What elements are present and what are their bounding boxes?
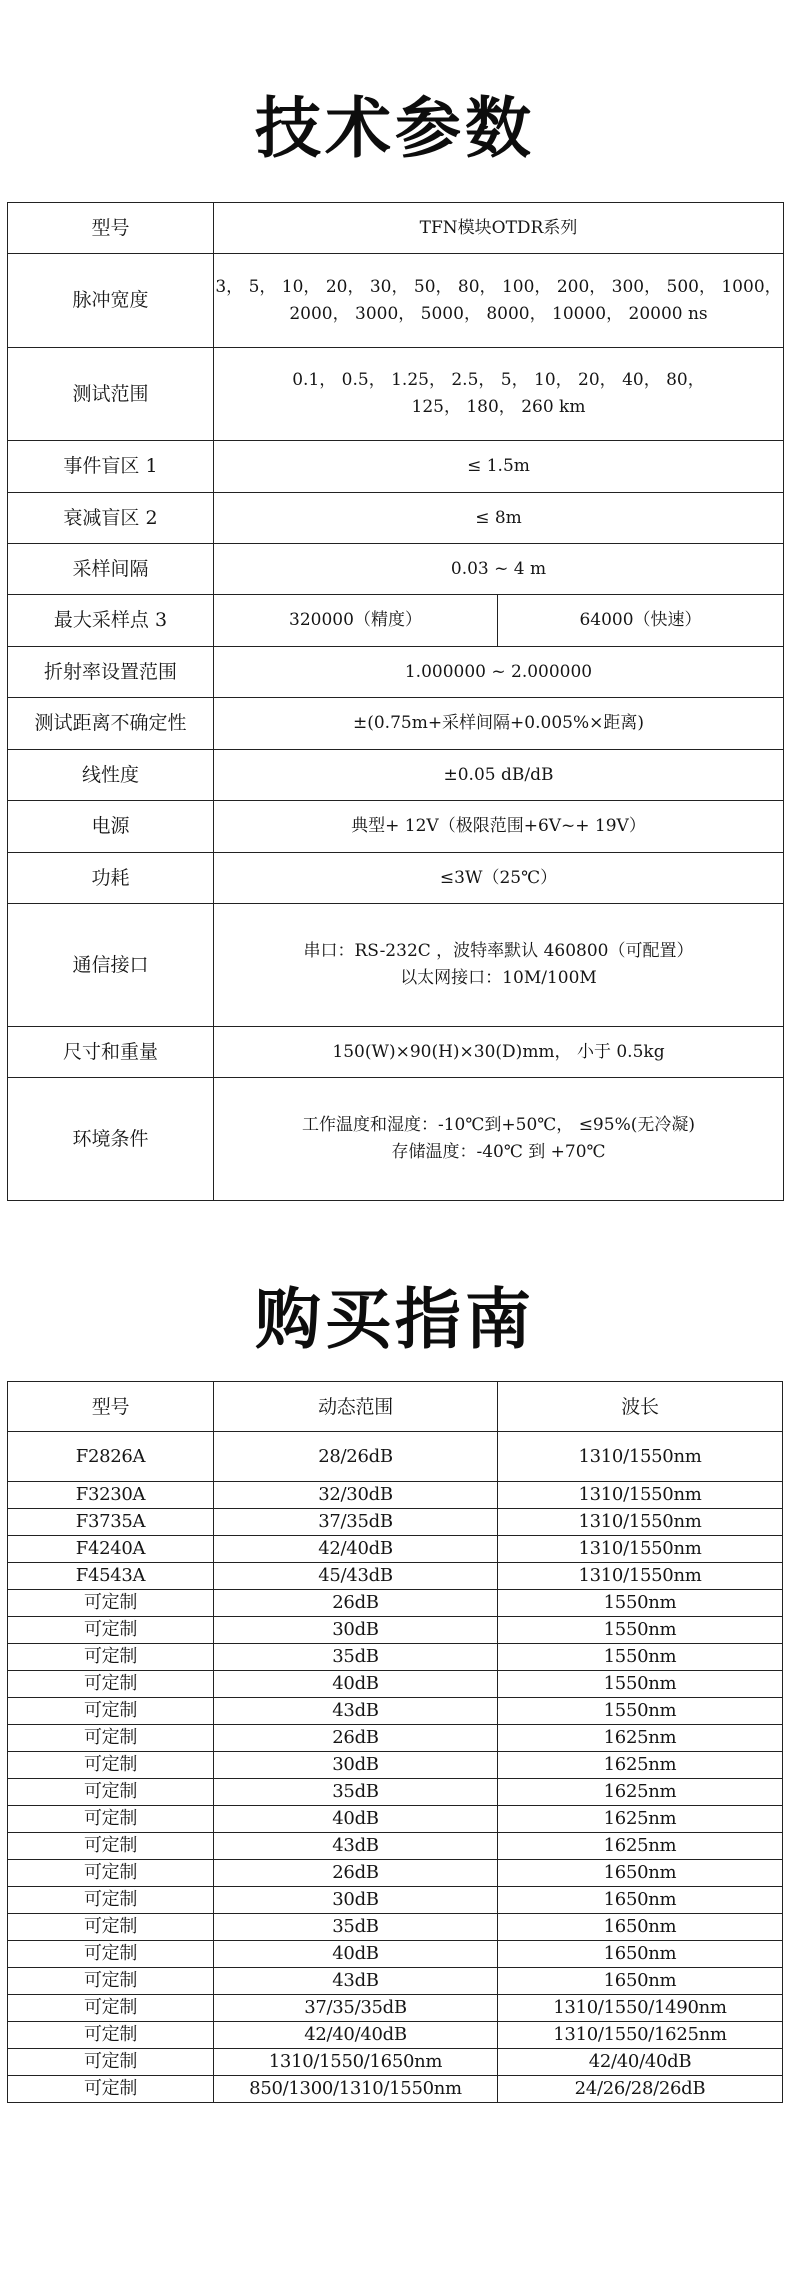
wavelength-cell: 1550nm — [498, 1617, 783, 1644]
spec-value-line: 2000， 3000， 5000， 8000， 10000， 20000 ns — [289, 303, 708, 324]
model-cell: 可定制 — [8, 1725, 214, 1752]
dynamic-range-cell: 26dB — [214, 1725, 498, 1752]
guide-table-row — [8, 1509, 783, 1536]
dynamic-range-cell: 40dB — [214, 1941, 498, 1968]
guide-table-row — [8, 1941, 783, 1968]
spec-value: ±(0.75m+采样间隔+0.005%×距离) — [214, 698, 784, 750]
model-cell: 可定制 — [8, 1968, 214, 1995]
spec-value — [214, 348, 784, 441]
model-cell: 可定制 — [8, 1995, 214, 2022]
model-cell: F3230A — [8, 1482, 214, 1509]
model-cell: 可定制 — [8, 1779, 214, 1806]
spec-row-test-range — [8, 348, 784, 441]
spec-row-max-sampling-points — [8, 595, 784, 647]
wavelength-cell: 1310/1550/1490nm — [498, 1995, 783, 2022]
spec-label: 测试范围 — [8, 348, 214, 441]
dynamic-range-cell: 26dB — [214, 1860, 498, 1887]
spec-value-line: 3， 5， 10， 20， 30， 50， 80， 100， 200， 300， 500， 1000， — [215, 276, 782, 297]
spec-value: 1.000000 ~ 2.000000 — [214, 647, 784, 698]
spec-label: 通信接口 — [8, 904, 214, 1027]
dynamic-range-cell: 850/1300/1310/1550nm — [214, 2076, 498, 2103]
dynamic-range-cell: 42/40dB — [214, 1536, 498, 1563]
guide-header-row — [8, 1382, 783, 1432]
model-cell: F2826A — [8, 1432, 214, 1482]
spec-value: ≤3W（25℃） — [214, 853, 784, 904]
guide-table-row — [8, 1671, 783, 1698]
spec-label: 折射率设置范围 — [8, 647, 214, 698]
dynamic-range-cell: 30dB — [214, 1752, 498, 1779]
spec-label: 线性度 — [8, 750, 214, 801]
wavelength-cell: 1625nm — [498, 1833, 783, 1860]
guide-table-row — [8, 2022, 783, 2049]
wavelength-cell: 1310/1550nm — [498, 1432, 783, 1482]
spec-label: 环境条件 — [8, 1078, 214, 1201]
dynamic-range-cell: 26dB — [214, 1590, 498, 1617]
dynamic-range-cell: 42/40/40dB — [214, 2022, 498, 2049]
guide-table-row — [8, 1752, 783, 1779]
spec-row-attenuation-dead-zone — [8, 493, 784, 544]
model-cell: 可定制 — [8, 1914, 214, 1941]
spec-row-refractive-index — [8, 647, 784, 698]
guide-table-row — [8, 1914, 783, 1941]
wavelength-cell: 1650nm — [498, 1860, 783, 1887]
model-cell: 可定制 — [8, 1590, 214, 1617]
wavelength-cell: 1310/1550nm — [498, 1482, 783, 1509]
model-cell: 可定制 — [8, 2049, 214, 2076]
model-cell: 可定制 — [8, 1752, 214, 1779]
wavelength-cell: 1310/1550/1625nm — [498, 2022, 783, 2049]
spec-row-communication — [8, 904, 784, 1027]
dynamic-range-cell: 28/26dB — [214, 1432, 498, 1482]
model-cell: 可定制 — [8, 1887, 214, 1914]
spec-value: TFN模块OTDR系列 — [214, 203, 784, 254]
model-cell: 可定制 — [8, 1671, 214, 1698]
spec-label: 最大采样点 3 — [8, 595, 214, 647]
dynamic-range-cell: 1310/1550/1650nm — [214, 2049, 498, 2076]
guide-table-row — [8, 1806, 783, 1833]
spec-value-line: 工作温度和湿度：-10℃到+50℃， ≤95%(无冷凝) — [302, 1115, 695, 1135]
model-cell: F4240A — [8, 1536, 214, 1563]
guide-table-row — [8, 1887, 783, 1914]
header-model: 型号 — [8, 1382, 214, 1432]
dynamic-range-cell: 30dB — [214, 1887, 498, 1914]
dynamic-range-cell: 43dB — [214, 1833, 498, 1860]
guide-table-row — [8, 1698, 783, 1725]
model-cell: 可定制 — [8, 1833, 214, 1860]
wavelength-cell: 1650nm — [498, 1968, 783, 1995]
spec-label: 型号 — [8, 203, 214, 254]
model-cell: 可定制 — [8, 1941, 214, 1968]
spec-value — [214, 1078, 784, 1201]
guide-table-row — [8, 1432, 783, 1482]
spec-section-title: 技术参数 — [255, 90, 535, 167]
spec-row-event-dead-zone — [8, 441, 784, 493]
guide-table-row — [8, 2049, 783, 2076]
model-cell: 可定制 — [8, 1860, 214, 1887]
guide-section-title: 购买指南 — [255, 1281, 535, 1358]
dynamic-range-cell: 40dB — [214, 1671, 498, 1698]
spec-row-pulse-width — [8, 254, 784, 348]
wavelength-cell: 42/40/40dB — [498, 2049, 783, 2076]
spec-label: 尺寸和重量 — [8, 1027, 214, 1078]
spec-row-distance-uncertainty — [8, 698, 784, 750]
spec-row-power-consumption — [8, 853, 784, 904]
wavelength-cell: 1310/1550nm — [498, 1563, 783, 1590]
wavelength-cell: 1625nm — [498, 1806, 783, 1833]
guide-table-row — [8, 1860, 783, 1887]
dynamic-range-cell: 32/30dB — [214, 1482, 498, 1509]
guide-table-row — [8, 1968, 783, 1995]
spec-value-line: 125， 180， 260 km — [411, 397, 586, 417]
dynamic-range-cell: 30dB — [214, 1617, 498, 1644]
wavelength-cell: 1625nm — [498, 1752, 783, 1779]
wavelength-cell: 1650nm — [498, 1887, 783, 1914]
guide-table-row — [8, 1536, 783, 1563]
dynamic-range-cell: 40dB — [214, 1806, 498, 1833]
wavelength-cell: 1650nm — [498, 1941, 783, 1968]
dynamic-range-cell: 35dB — [214, 1779, 498, 1806]
guide-table-row — [8, 1617, 783, 1644]
dynamic-range-cell: 35dB — [214, 1644, 498, 1671]
model-cell: 可定制 — [8, 2022, 214, 2049]
model-cell: 可定制 — [8, 2076, 214, 2103]
model-cell: F4543A — [8, 1563, 214, 1590]
spec-value — [214, 904, 784, 1027]
model-cell: F3735A — [8, 1509, 214, 1536]
spec-value: 0.03 ~ 4 m — [214, 544, 784, 595]
wavelength-cell: 1550nm — [498, 1698, 783, 1725]
spec-row-linearity — [8, 750, 784, 801]
spec-value: ≤ 1.5m — [214, 441, 784, 493]
spec-value-line: 存储温度：-40℃ 到 +70℃ — [391, 1142, 606, 1162]
spec-row-power-supply — [8, 801, 784, 853]
dynamic-range-cell: 35dB — [214, 1914, 498, 1941]
spec-value: ±0.05 dB/dB — [214, 750, 784, 801]
spec-value: 典型+ 12V（极限范围+6V~+ 19V） — [214, 801, 784, 853]
spec-label: 衰减盲区 2 — [8, 493, 214, 544]
header-dynamic-range: 动态范围 — [214, 1382, 498, 1432]
spec-label: 测试距离不确定性 — [8, 698, 214, 750]
spec-value: ≤ 8m — [214, 493, 784, 544]
wavelength-cell: 1625nm — [498, 1779, 783, 1806]
guide-table-row — [8, 1833, 783, 1860]
wavelength-cell: 1625nm — [498, 1725, 783, 1752]
dynamic-range-cell: 37/35dB — [214, 1509, 498, 1536]
guide-table-row — [8, 2076, 783, 2103]
guide-table-row — [8, 1644, 783, 1671]
wavelength-cell: 1550nm — [498, 1590, 783, 1617]
spec-value-fast: 64000（快速） — [498, 595, 784, 647]
guide-table-row — [8, 1563, 783, 1590]
wavelength-cell: 1550nm — [498, 1644, 783, 1671]
spec-label: 脉冲宽度 — [8, 254, 214, 348]
spec-value: 150(W)×90(H)×30(D)mm， 小于 0.5kg — [214, 1027, 784, 1078]
wavelength-cell: 1550nm — [498, 1671, 783, 1698]
dynamic-range-cell: 45/43dB — [214, 1563, 498, 1590]
model-cell: 可定制 — [8, 1644, 214, 1671]
guide-table-row — [8, 1590, 783, 1617]
spec-value-line: 串口：RS-232C ，波特率默认 460800（可配置） — [303, 941, 694, 961]
spec-value-line: 以太网接口：10M/100M — [400, 968, 597, 988]
spec-table — [7, 202, 784, 1201]
spec-row-sampling-interval — [8, 544, 784, 595]
wavelength-cell: 1650nm — [498, 1914, 783, 1941]
guide-body — [8, 1432, 783, 2103]
spec-value — [214, 254, 784, 348]
dynamic-range-cell: 43dB — [214, 1968, 498, 1995]
guide-table-row — [8, 1995, 783, 2022]
model-cell: 可定制 — [8, 1617, 214, 1644]
spec-label: 电源 — [8, 801, 214, 853]
wavelength-cell: 1310/1550nm — [498, 1536, 783, 1563]
spec-row-model — [8, 203, 784, 254]
header-wavelength: 波长 — [498, 1382, 783, 1432]
spec-row-size-weight — [8, 1027, 784, 1078]
spec-label: 采样间隔 — [8, 544, 214, 595]
model-cell: 可定制 — [8, 1698, 214, 1725]
spec-value-precision: 320000（精度） — [214, 595, 498, 647]
purchase-guide-table — [7, 1381, 783, 2103]
guide-table-row — [8, 1482, 783, 1509]
spec-label: 功耗 — [8, 853, 214, 904]
guide-table-row — [8, 1779, 783, 1806]
wavelength-cell: 24/26/28/26dB — [498, 2076, 783, 2103]
spec-row-environment — [8, 1078, 784, 1201]
dynamic-range-cell: 43dB — [214, 1698, 498, 1725]
dynamic-range-cell: 37/35/35dB — [214, 1995, 498, 2022]
wavelength-cell: 1310/1550nm — [498, 1509, 783, 1536]
spec-value-line: 0.1， 0.5， 1.25， 2.5， 5， 10， 20， 40， 80， — [292, 370, 705, 390]
spec-label: 事件盲区 1 — [8, 441, 214, 493]
guide-table-row — [8, 1725, 783, 1752]
model-cell: 可定制 — [8, 1806, 214, 1833]
